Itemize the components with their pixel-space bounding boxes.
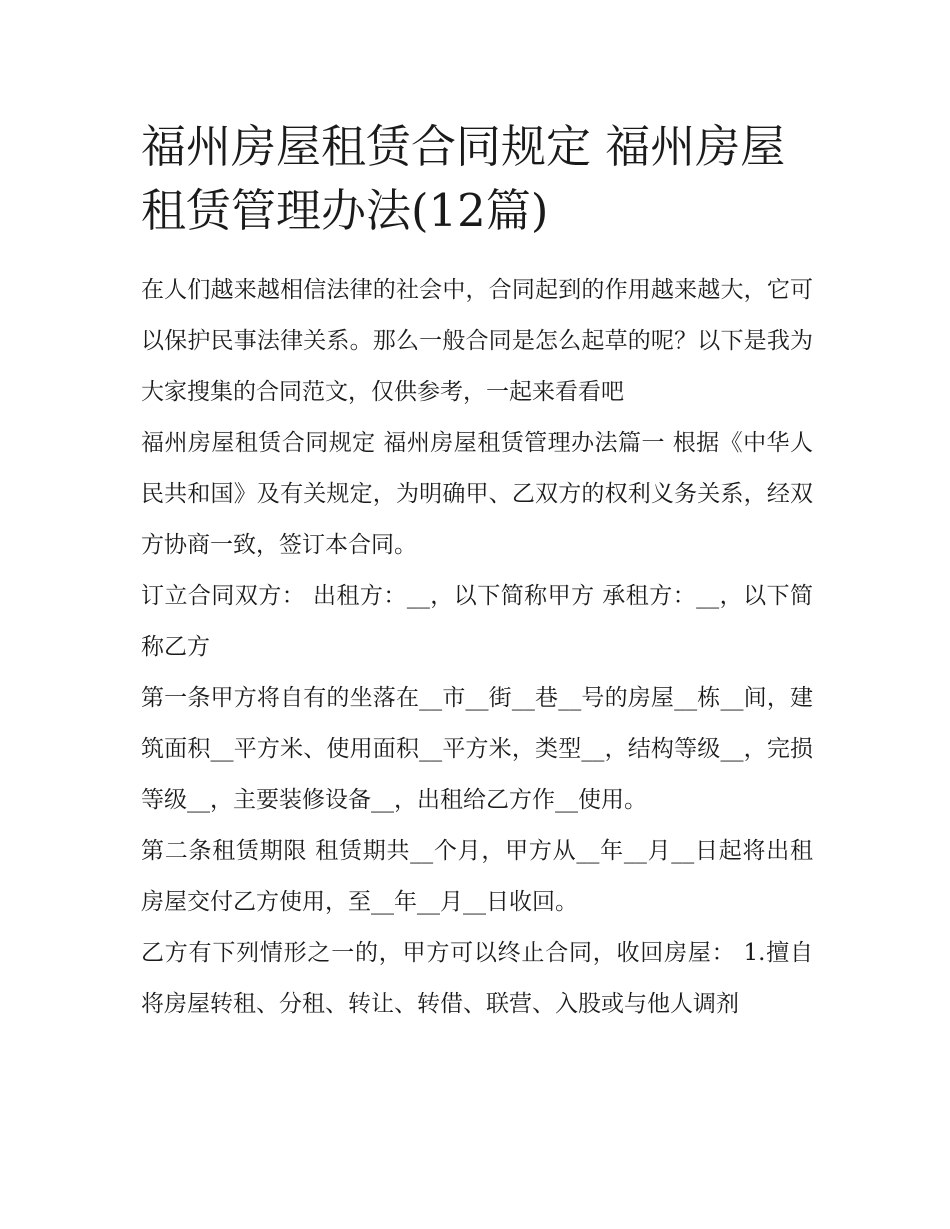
document-page: [141, 115, 813, 1030]
paragraph-termination: 乙方有下列情形之一的，甲方可以终止合同，收回房屋： 1.擅自将房屋转租、分租、转让、转借、联营、入股或与他人调剂: [141, 940, 813, 1017]
document-body: [141, 265, 813, 1030]
paragraph-article-2: 第二条租赁期限 租赁期共__个月，甲方从__年__月__日起将出租房屋交付乙方使用，至__年__月__日收回。: [141, 838, 813, 915]
document-title: 福州房屋租赁合同规定 福州房屋租赁管理办法(12篇): [141, 120, 786, 237]
paragraph-preamble: 福州房屋租赁合同规定 福州房屋租赁管理办法篇一 根据《中华人民共和国》及有关规定，为明确甲、乙双方的权利义务关系，经双方协商一致，签订本合同。: [141, 430, 813, 558]
paragraph-article-1: 第一条甲方将自有的坐落在__市__街__巷__号的房屋__栋__间，建筑面积__平方米、使用面积__平方米，类型__，结构等级__，完损等级__，主要装修设备__，出租给乙方作__使用。: [141, 685, 813, 813]
paragraph-intro: 在人们越来越相信法律的社会中，合同起到的作用越来越大，它可以保护民事法律关系。那么一般合同是怎么起草的呢？以下是我为大家搜集的合同范文，仅供参考，一起来看看吧: [141, 277, 813, 405]
paragraph-parties: 订立合同双方： 出租方：__，以下简称甲方 承租方：__，以下简称乙方: [141, 583, 813, 660]
